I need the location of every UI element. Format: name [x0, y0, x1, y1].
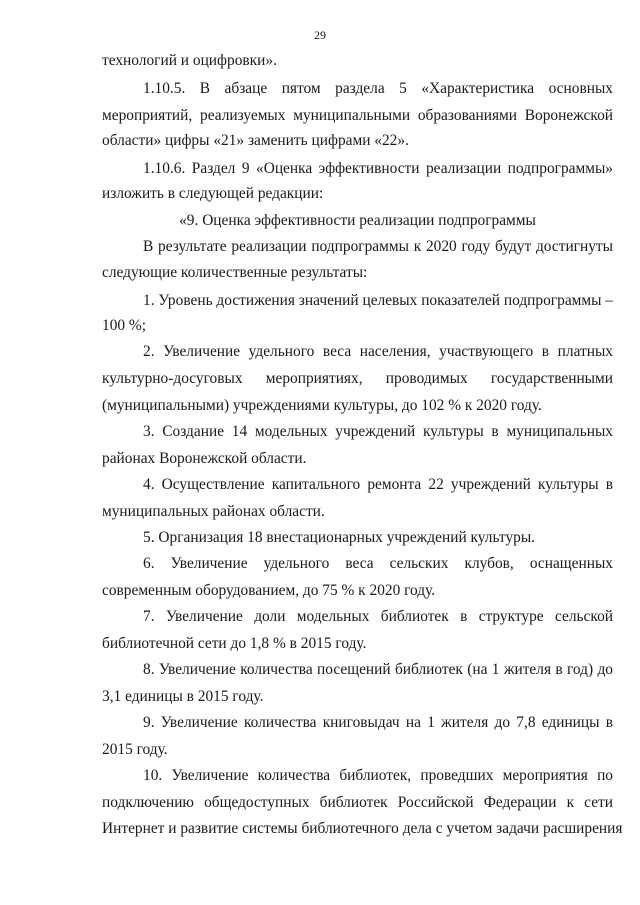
list-item-line: (муниципальными) учреждениями культуры, до 102 % к 2020 году. — [102, 397, 542, 414]
list-item-line: 1. Уровень достижения значений целевых показателей подпрограммы – — [143, 292, 614, 309]
paragraph-line: изложить в следующей редакции: — [102, 185, 324, 202]
list-item-line: культурно-досуговых мероприятиях, проводимых государственными — [102, 370, 613, 387]
paragraph-line: мероприятий, реализуемых муниципальными образованиями Воронежской — [102, 107, 613, 124]
paragraph-line: области» цифры «21» заменить цифрами «22». — [102, 132, 409, 149]
paragraph-line: следующие количественные результаты: — [102, 264, 368, 281]
paragraph-line: технологий и оцифровки». — [102, 52, 277, 69]
paragraph-line: 1.10.5. В абзаце пятом раздела 5 «Характеристика основных — [143, 80, 613, 97]
list-item-line: 7. Увеличение доли модельных библиотек в структуре сельской — [143, 608, 613, 625]
list-item-line: 100 %; — [102, 317, 147, 334]
list-item-line: 6. Увеличение удельного веса сельских клубов, оснащенных — [143, 555, 613, 572]
list-item-line: 9. Увеличение количества книговыдач на 1 жителя до 7,8 единицы в — [143, 714, 613, 731]
paragraph-line: 1.10.6. Раздел 9 «Оценка эффективности реализации подпрограммы» — [143, 160, 613, 177]
list-item-line: 2015 году. — [102, 741, 168, 758]
list-item-line: 10. Увеличение количества библиотек, проведших мероприятия по — [143, 767, 613, 784]
paragraph-line: В результате реализации подпрограммы к 2020 году будут достигнуты — [143, 238, 613, 255]
list-item-line: 3. Создание 14 модельных учреждений культуры в муниципальных — [143, 423, 613, 440]
list-item-line: 4. Осуществление капитального ремонта 22 учреждений культуры в — [143, 476, 613, 493]
list-item-line: 3,1 единицы в 2015 году. — [102, 688, 264, 705]
list-item-line: районах Воронежской области. — [102, 450, 307, 467]
list-item-line: муниципальных районах области. — [102, 503, 325, 520]
list-item-line: 5. Организация 18 внестационарных учреждений культуры. — [143, 529, 536, 546]
list-item-line: 8. Увеличение количества посещений библиотек (на 1 жителя в год) до — [143, 661, 613, 678]
list-item-line: подключению общедоступных библиотек Российской Федерации к сети — [102, 794, 613, 811]
list-item-line: библиотечной сети до 1,8 % в 2015 году. — [102, 635, 367, 652]
list-item-line: современным оборудованием, до 75 % к 2020 году. — [102, 582, 436, 599]
section-heading: «9. Оценка эффективности реализации подпрограммы — [179, 212, 536, 229]
list-item-line: Интернет и развитие системы библиотечного дела с учетом задачи расширения — [102, 820, 623, 837]
page-number: 29 — [314, 28, 326, 42]
list-item-line: 2. Увеличение удельного веса населения, участвующего в платных — [143, 343, 613, 360]
